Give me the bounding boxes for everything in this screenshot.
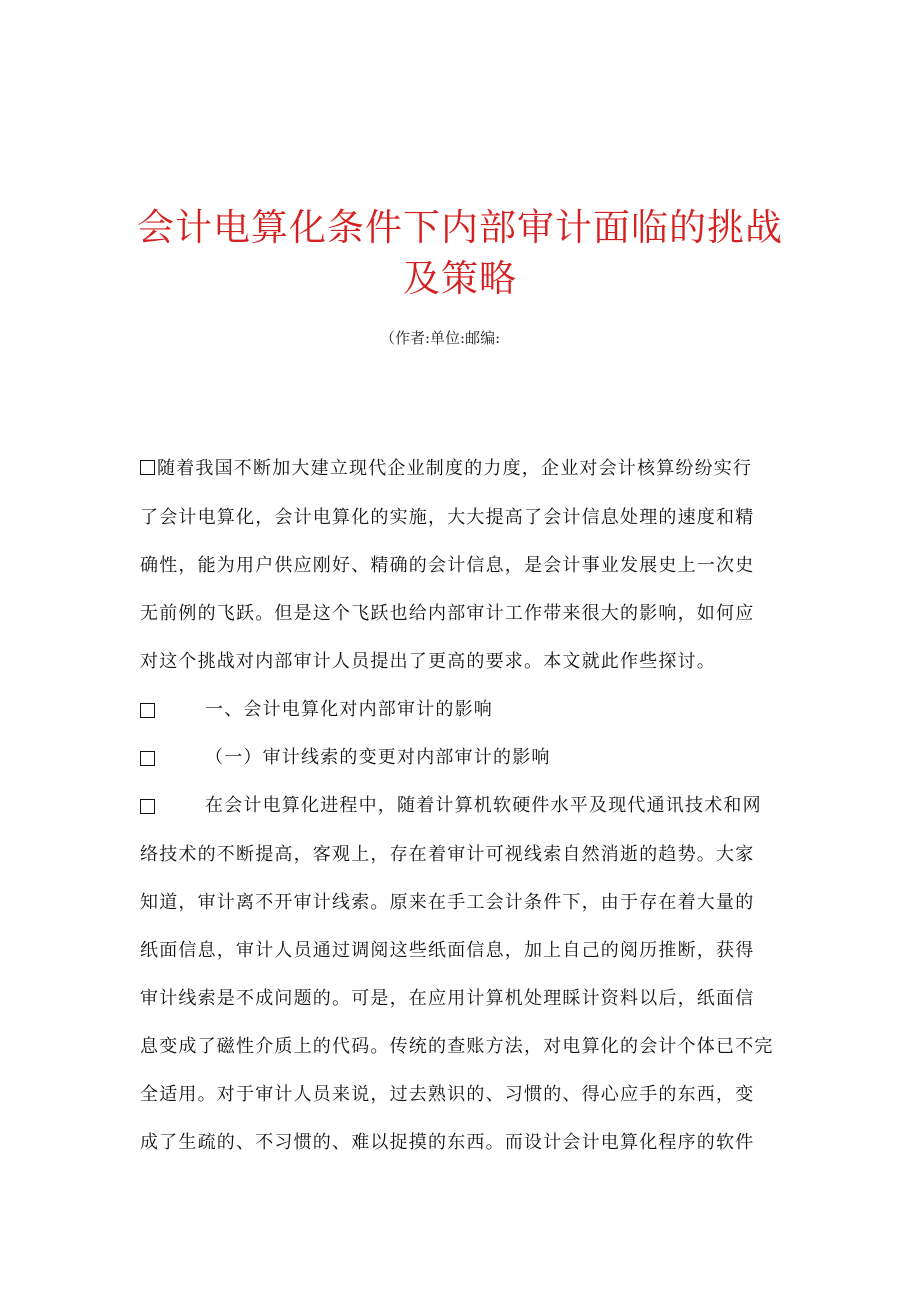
intro-line-4: 无前例的飞跃。但是这个飞跃也给内部审计工作带来很大的影响，如何应 bbox=[140, 603, 755, 624]
document-title-line2: 及策略 bbox=[403, 257, 517, 300]
intro-text-1: 随着我国不断加大建立现代企业制度的力度，企业对会计核算纷纷实行 bbox=[157, 458, 753, 479]
para2-line-6: 息变成了磁性介质上的代码。传统的查账方法，对电算化的会计个体已不完 bbox=[140, 1036, 774, 1057]
intro-line-1 bbox=[140, 454, 790, 484]
section-heading-2: （一）审计线索的变更对内部审计的影响 bbox=[205, 747, 551, 768]
para2-line-3: 知道，审计离不开审计线索。原来在手工会计条件下，由于存在着大量的 bbox=[140, 892, 755, 913]
section-heading-1: 一、会计电算化对内部审计的影响 bbox=[205, 699, 493, 720]
checkbox-glyph-icon bbox=[140, 703, 155, 718]
para2-line-7: 全适用。对于审计人员来说，过去熟识的、习惯的、得心应手的东西，变 bbox=[140, 1084, 755, 1105]
para2-line-1: 在会计电算化进程中，随着计算机软硬件水平及现代通讯技术和网 bbox=[205, 795, 762, 816]
checkbox-glyph-icon bbox=[140, 751, 155, 766]
checkbox-glyph-icon bbox=[140, 799, 155, 814]
document-title-line1: 会计电算化条件下内部审计面临的挑战 bbox=[137, 206, 783, 249]
para2-line-2: 络技术的不断提高，客观上，存在着审计可视线索自然消逝的趋势。大家 bbox=[140, 844, 755, 865]
author-meta: （作者:单位:邮编: bbox=[380, 329, 501, 347]
intro-line-5: 对这个挑战对内部审计人员提出了更高的要求。本文就此作些探讨。 bbox=[140, 651, 716, 672]
intro-line-3: 确性，能为用户供应刚好、精确的会计信息，是会计事业发展史上一次史 bbox=[140, 555, 755, 576]
intro-line-2: 了会计电算化，会计电算化的实施，大大提高了会计信息处理的速度和精 bbox=[140, 507, 755, 528]
para2-line-5: 审计线索是不成问题的。可是，在应用计算机处理睬计资料以后，纸面信 bbox=[140, 988, 755, 1009]
para2-line-4: 纸面信息，审计人员通过调阅这些纸面信息，加上自己的阅历推断，获得 bbox=[140, 940, 755, 961]
para2-line-8: 成了生疏的、不习惯的、难以捉摸的东西。而设计会计电算化程序的软件 bbox=[140, 1132, 755, 1153]
checkbox-glyph-icon bbox=[140, 460, 155, 475]
